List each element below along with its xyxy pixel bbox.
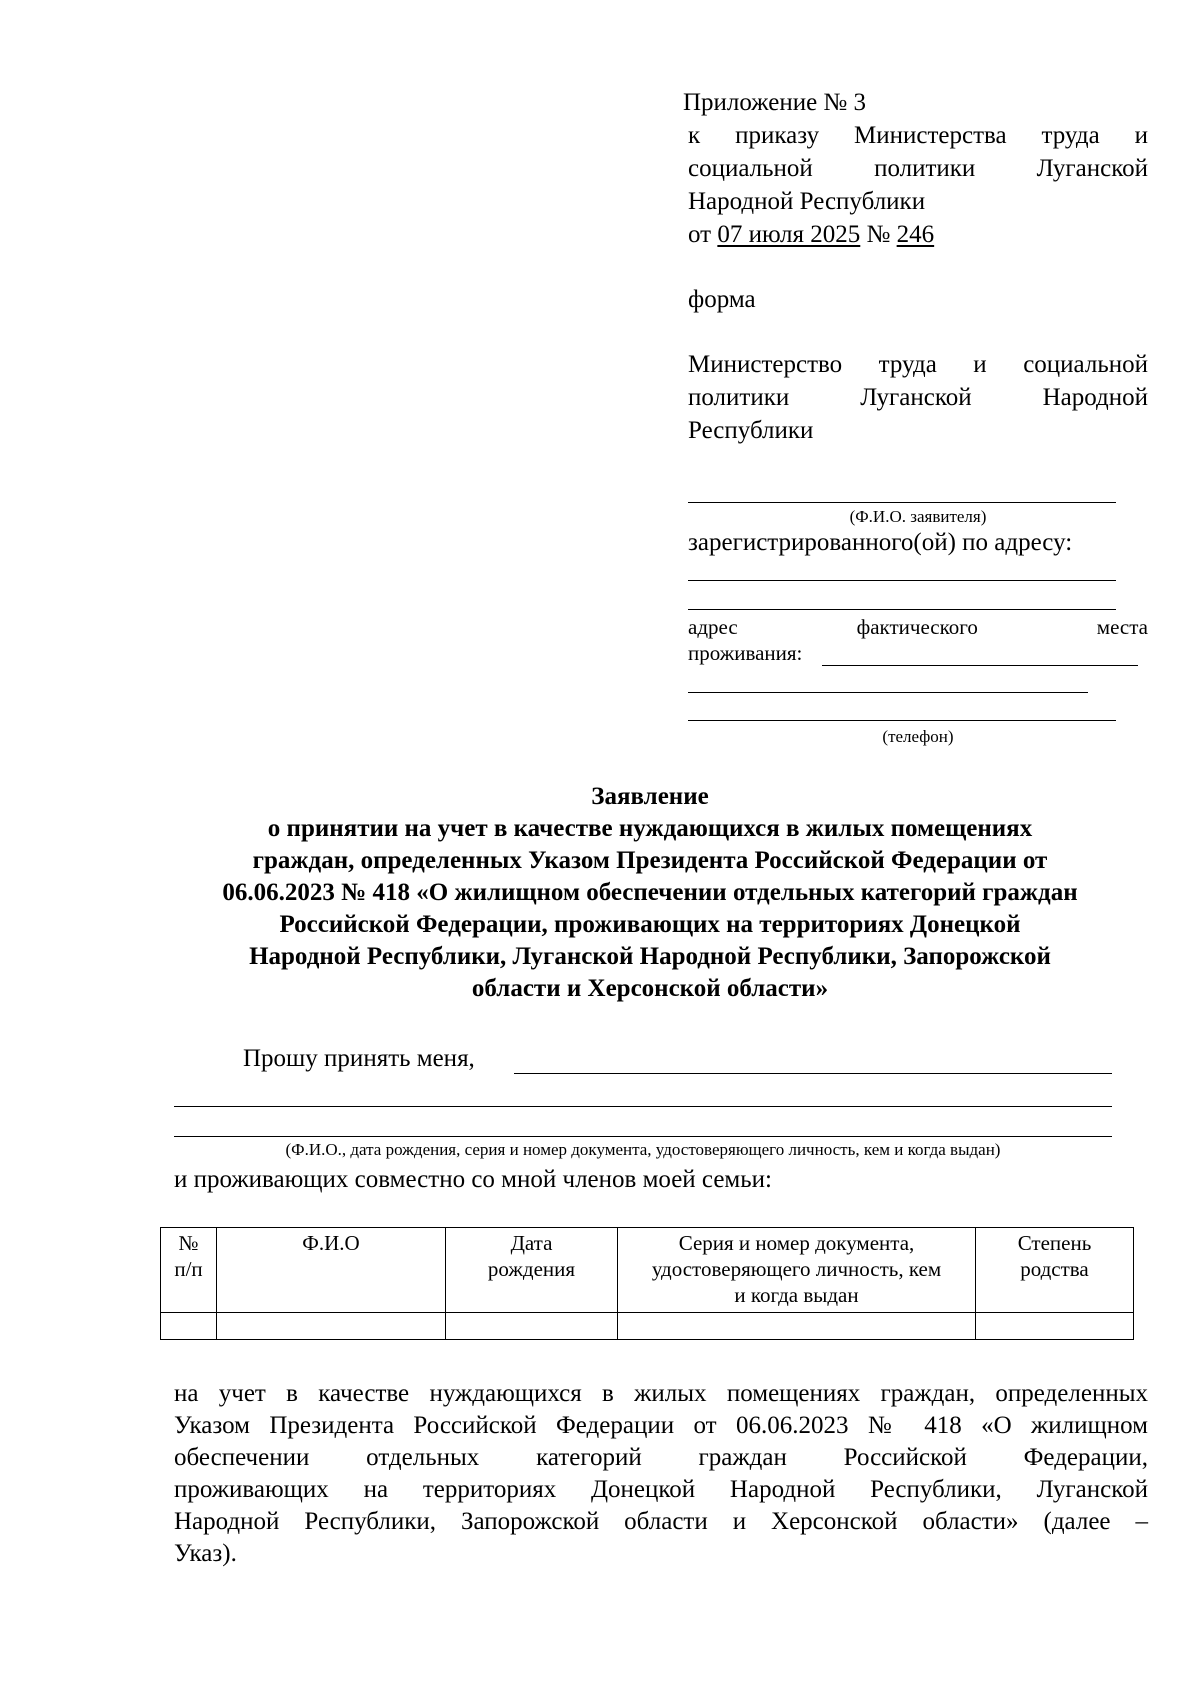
header-relationship bbox=[976, 1228, 1134, 1313]
header-full-name-text: Ф.И.О bbox=[302, 1231, 360, 1255]
order-number: 246 bbox=[896, 221, 935, 248]
actual-address-line-1[interactable] bbox=[822, 665, 1138, 666]
request-details-line-2[interactable] bbox=[174, 1136, 1112, 1137]
title-line-2: о принятии на учет в качестве нуждающихся в жилых помещениях bbox=[267, 815, 1033, 842]
header-birth-date-line-1: Дата bbox=[510, 1231, 553, 1255]
table-cell-birth-date[interactable] bbox=[446, 1313, 618, 1340]
applicant-name-caption: (Ф.И.О. заявителя) bbox=[849, 507, 987, 526]
order-line-1: к приказу Министерства труда и bbox=[688, 122, 1148, 149]
actual-address-label-2: проживания: bbox=[688, 641, 803, 665]
header-birth-date-line-2: рождения bbox=[487, 1257, 576, 1281]
table-cell-relationship[interactable] bbox=[976, 1313, 1134, 1340]
header-relationship-line-2: родства bbox=[1020, 1257, 1089, 1281]
header-number-line-1: № bbox=[178, 1231, 199, 1255]
title-line-5: Российской Федерации, проживающих на территориях Донецкой bbox=[279, 911, 1021, 938]
registered-address-line-1[interactable] bbox=[688, 580, 1116, 581]
header-id-document-line-3: и когда выдан bbox=[734, 1283, 859, 1307]
title-line-7: области и Херсонской области» bbox=[471, 975, 829, 1002]
family-text: и проживающих совместно со мной членов моей семьи: bbox=[174, 1166, 772, 1193]
form-label: форма bbox=[688, 286, 756, 313]
closing-line-1: на учет в качестве нуждающихся в жилых помещениях граждан, определенных bbox=[174, 1380, 1148, 1407]
phone-caption: (телефон) bbox=[882, 727, 954, 746]
closing-line-3: обеспечении отдельных категорий граждан Российской Федерации, bbox=[174, 1444, 1148, 1471]
closing-line-5: Народной Республики, Запорожской области и Херсонской области» (далее – bbox=[174, 1508, 1148, 1535]
table-header-row bbox=[161, 1228, 1134, 1313]
ministry-line-3: Республики bbox=[688, 417, 814, 444]
table-cell-number[interactable] bbox=[161, 1313, 217, 1340]
closing-line-4: проживающих на территориях Донецкой Народной Республики, Луганской bbox=[174, 1476, 1148, 1503]
header-relationship-line-1: Степень bbox=[1017, 1231, 1092, 1255]
order-date-line bbox=[688, 219, 934, 251]
title-line-6: Народной Республики, Луганской Народной Республики, Запорожской bbox=[249, 943, 1051, 970]
request-name-line[interactable] bbox=[514, 1073, 1112, 1074]
date-prefix: от bbox=[688, 221, 712, 248]
header-number-line-2: п/п bbox=[174, 1257, 203, 1281]
registered-address-label: зарегистрированного(ой) по адресу: bbox=[688, 529, 1073, 556]
header-id-document-line-1: Серия и номер документа, bbox=[678, 1231, 915, 1255]
ministry-line-1: Министерство труда и социальной bbox=[688, 351, 1148, 378]
header-id-document-line-2: удостоверяющего личность, кем bbox=[651, 1257, 942, 1281]
table-cell-id-document[interactable] bbox=[618, 1313, 976, 1340]
title-line-4: 06.06.2023 № 418 «О жилищном обеспечении отдельных категорий граждан bbox=[222, 879, 1078, 906]
number-sign: № bbox=[866, 221, 891, 248]
appendix-number: Приложение № 3 bbox=[683, 89, 867, 116]
title-line-3: граждан, определенных Указом Президента Российской Федерации от bbox=[252, 847, 1048, 874]
header-number bbox=[161, 1228, 217, 1313]
actual-address-line-2[interactable] bbox=[688, 692, 1088, 693]
registered-address-line-2[interactable] bbox=[688, 609, 1116, 610]
header-id-document bbox=[618, 1228, 976, 1313]
request-details-line-1[interactable] bbox=[174, 1106, 1112, 1107]
request-text: Прошу принять меня, bbox=[243, 1045, 475, 1072]
applicant-name-line[interactable] bbox=[688, 502, 1116, 503]
closing-line-6: Указ). bbox=[174, 1540, 237, 1567]
title-line-1: Заявление bbox=[591, 783, 709, 810]
order-line-2: социальной политики Луганской bbox=[688, 155, 1148, 182]
table-cell-full-name[interactable] bbox=[217, 1313, 446, 1340]
family-members-table bbox=[160, 1227, 1134, 1340]
ministry-line-2: политики Луганской Народной bbox=[688, 384, 1148, 411]
order-date: 07 июля 2025 bbox=[717, 221, 861, 248]
header-full-name bbox=[217, 1228, 446, 1313]
table-row bbox=[161, 1313, 1134, 1340]
document-title bbox=[150, 781, 1150, 1005]
closing-paragraph bbox=[174, 1378, 1148, 1570]
closing-line-2: Указом Президента Российской Федерации от 06.06.2023 № 418 «О жилищном bbox=[174, 1412, 1148, 1439]
actual-address-label-1: адрес фактического места bbox=[688, 615, 1148, 639]
header-birth-date bbox=[446, 1228, 618, 1313]
order-line-3: Народной Республики bbox=[688, 188, 926, 215]
phone-line[interactable] bbox=[688, 720, 1116, 721]
person-details-caption: (Ф.И.О., дата рождения, серия и номер документа, удостоверяющего личность, кем и когда выдан) bbox=[285, 1140, 1001, 1159]
